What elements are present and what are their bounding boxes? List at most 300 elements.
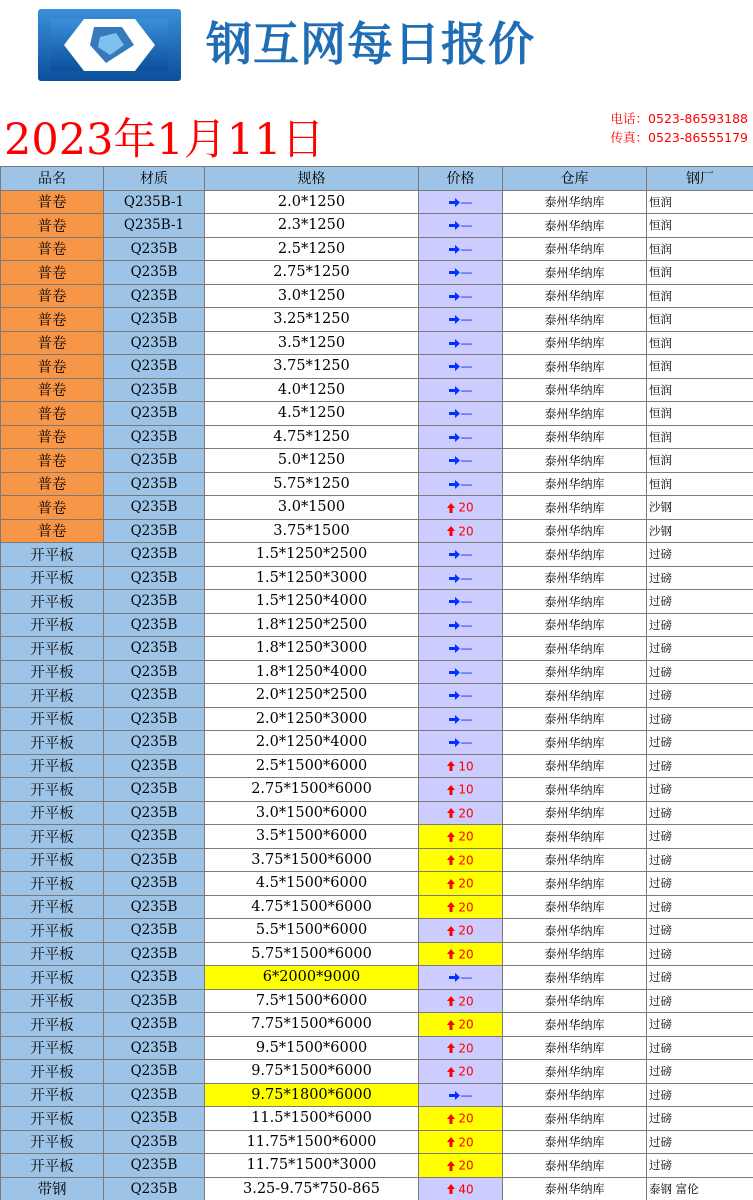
product-name-cell: 普卷 (1, 449, 104, 473)
material-cell: Q235B (104, 1177, 205, 1200)
mill-cell: 过磅 (647, 825, 753, 849)
right-arrow-icon (449, 738, 460, 747)
product-name-cell: 开平板 (1, 613, 104, 637)
up-arrow-icon (447, 1020, 455, 1030)
material-cell: Q235B (104, 660, 205, 684)
mill-cell: 过磅 (647, 778, 753, 802)
material-cell: Q235B (104, 848, 205, 872)
price-cell (419, 543, 503, 567)
table-row (1, 1013, 753, 1037)
product-name-cell: 开平板 (1, 707, 104, 731)
warehouse-cell: 泰州华纳库 (503, 942, 647, 966)
table-row (1, 425, 753, 449)
spec-cell: 1.8*1250*3000 (205, 637, 419, 661)
mill-cell: 过磅 (647, 754, 753, 778)
material-cell: Q235B (104, 261, 205, 285)
table-header-row (1, 167, 753, 191)
spec-cell: 9.75*1500*6000 (205, 1060, 419, 1084)
material-cell: Q235B (104, 872, 205, 896)
material-cell: Q235B (104, 1036, 205, 1060)
price-change-value: — (460, 242, 473, 256)
warehouse-cell: 泰州华纳库 (503, 966, 647, 990)
right-arrow-icon (449, 386, 460, 395)
up-arrow-icon (447, 996, 455, 1006)
product-name-cell: 开平板 (1, 1130, 104, 1154)
product-name-cell: 普卷 (1, 472, 104, 496)
price-change-value: — (460, 665, 473, 679)
price-change-value: — (460, 594, 473, 609)
material-cell: Q235B (104, 308, 205, 332)
price-cell (419, 825, 503, 849)
price-cell (419, 778, 503, 802)
price-cell (419, 402, 503, 426)
warehouse-cell: 泰州华纳库 (503, 731, 647, 755)
right-arrow-icon (449, 245, 460, 254)
brand-title: 钢互网每日报价 (206, 17, 535, 71)
spec-cell: 4.75*1250 (205, 425, 419, 449)
mill-cell: 恒润 (647, 425, 753, 449)
price-change-value: — (460, 289, 473, 303)
up-arrow-icon (447, 879, 455, 889)
table-row (1, 707, 753, 731)
table-row (1, 731, 753, 755)
product-name-cell: 开平板 (1, 684, 104, 708)
up-arrow-icon (447, 1184, 455, 1194)
table-row (1, 919, 753, 943)
column-header-warehouse: 仓库 (503, 167, 647, 191)
table-row (1, 895, 753, 919)
warehouse-cell: 泰州华纳库 (503, 496, 647, 520)
material-cell: Q235B (104, 637, 205, 661)
warehouse-cell: 泰州华纳库 (503, 425, 647, 449)
spec-cell: 7.75*1500*6000 (205, 1013, 419, 1037)
spec-cell: 5.5*1500*6000 (205, 919, 419, 943)
right-arrow-icon (449, 480, 460, 489)
price-change-value: — (460, 430, 473, 444)
warehouse-cell: 泰州华纳库 (503, 449, 647, 473)
price-cell (419, 895, 503, 919)
up-arrow-icon (447, 526, 455, 536)
mill-cell: 恒润 (647, 402, 753, 426)
material-cell: Q235B (104, 378, 205, 402)
column-header-mill: 钢厂 (647, 167, 753, 191)
mill-cell: 过磅 (647, 1130, 753, 1154)
material-cell: Q235B (104, 449, 205, 473)
mill-cell: 过磅 (647, 989, 753, 1013)
price-cell (419, 566, 503, 590)
mill-cell: 过磅 (647, 637, 753, 661)
table-row (1, 848, 753, 872)
price-cell (419, 613, 503, 637)
mill-cell: 过磅 (647, 1060, 753, 1084)
mill-cell: 泰钢 富伦 (647, 1177, 753, 1200)
table-row (1, 966, 753, 990)
mill-cell: 过磅 (647, 1107, 753, 1131)
warehouse-cell: 泰州华纳库 (503, 378, 647, 402)
product-name-cell: 开平板 (1, 848, 104, 872)
mill-cell: 恒润 (647, 190, 753, 214)
spec-cell: 4.5*1250 (205, 402, 419, 426)
table-row (1, 778, 753, 802)
price-change-value: 20 (458, 1135, 474, 1149)
price-cell (419, 1107, 503, 1131)
product-name-cell: 普卷 (1, 190, 104, 214)
price-change-value: — (460, 336, 473, 350)
contact-info (611, 109, 748, 147)
table-row (1, 378, 753, 402)
right-arrow-icon (449, 198, 460, 207)
product-name-cell: 开平板 (1, 731, 104, 755)
warehouse-cell: 泰州华纳库 (503, 1060, 647, 1084)
table-row (1, 660, 753, 684)
right-arrow-icon (449, 315, 460, 324)
spec-cell: 5.75*1500*6000 (205, 942, 419, 966)
product-name-cell: 普卷 (1, 378, 104, 402)
mill-cell: 沙钢 (647, 519, 753, 543)
product-name-cell: 普卷 (1, 214, 104, 238)
spec-cell: 3.75*1250 (205, 355, 419, 379)
mill-cell: 恒润 (647, 214, 753, 238)
price-change-value: 20 (458, 1041, 474, 1055)
material-cell: Q235B (104, 613, 205, 637)
price-change-value: 20 (458, 876, 474, 891)
right-arrow-icon (449, 597, 460, 606)
table-row (1, 1036, 753, 1060)
price-cell (419, 754, 503, 778)
column-header-material: 材质 (104, 167, 205, 191)
right-arrow-icon (449, 268, 460, 277)
product-name-cell: 开平板 (1, 1060, 104, 1084)
price-cell (419, 261, 503, 285)
fax-number: 传真：0523-86555179 (610, 130, 748, 145)
price-change-value: — (460, 970, 473, 985)
table-row (1, 637, 753, 661)
warehouse-cell: 泰州华纳库 (503, 284, 647, 308)
mill-cell: 过磅 (647, 848, 753, 872)
product-name-cell: 普卷 (1, 425, 104, 449)
price-change-value: 20 (458, 524, 474, 538)
price-cell (419, 496, 503, 520)
price-cell (419, 355, 503, 379)
price-cell (419, 801, 503, 825)
product-name-cell: 开平板 (1, 1036, 104, 1060)
price-change-value: 20 (458, 923, 474, 938)
warehouse-cell: 泰州华纳库 (503, 472, 647, 496)
mill-cell: 过磅 (647, 566, 753, 590)
warehouse-cell: 泰州华纳库 (503, 778, 647, 802)
mill-cell: 恒润 (647, 331, 753, 355)
spec-cell: 2.75*1500*6000 (205, 778, 419, 802)
table-row (1, 613, 753, 637)
warehouse-cell: 泰州华纳库 (503, 308, 647, 332)
up-arrow-icon (447, 926, 455, 936)
material-cell: Q235B (104, 919, 205, 943)
spec-cell: 2.5*1500*6000 (205, 754, 419, 778)
warehouse-cell: 泰州华纳库 (503, 660, 647, 684)
material-cell: Q235B (104, 284, 205, 308)
table-row (1, 1107, 753, 1131)
report-date: 2023年1月11日 (4, 115, 325, 165)
price-cell (419, 707, 503, 731)
spec-cell: 2.3*1250 (205, 214, 419, 238)
spec-cell: 3.0*1500*6000 (205, 801, 419, 825)
mill-cell: 过磅 (647, 919, 753, 943)
price-change-value: 20 (458, 900, 474, 914)
price-change-value: 10 (458, 782, 474, 797)
warehouse-cell: 泰州华纳库 (503, 989, 647, 1013)
material-cell: Q235B (104, 543, 205, 567)
material-cell: Q235B (104, 966, 205, 990)
product-name-cell: 开平板 (1, 637, 104, 661)
column-header-price: 价格 (419, 167, 503, 191)
right-arrow-icon (449, 715, 460, 724)
price-change-value: — (460, 477, 473, 491)
right-arrow-icon (449, 339, 460, 348)
right-arrow-icon (449, 550, 460, 559)
mill-cell: 过磅 (647, 801, 753, 825)
price-cell (419, 1060, 503, 1084)
product-name-cell: 开平板 (1, 825, 104, 849)
up-arrow-icon (447, 1043, 455, 1053)
warehouse-cell: 泰州华纳库 (503, 613, 647, 637)
table-row (1, 825, 753, 849)
mill-cell: 过磅 (647, 684, 753, 708)
mill-cell: 过磅 (647, 1154, 753, 1178)
product-name-cell: 普卷 (1, 284, 104, 308)
mill-cell: 恒润 (647, 355, 753, 379)
price-change-value: — (460, 453, 473, 468)
spec-cell: 1.8*1250*4000 (205, 660, 419, 684)
material-cell: Q235B (104, 825, 205, 849)
warehouse-cell: 泰州华纳库 (503, 355, 647, 379)
product-name-cell: 普卷 (1, 496, 104, 520)
up-arrow-icon (447, 808, 455, 818)
table-row (1, 190, 753, 214)
up-arrow-icon (447, 785, 455, 795)
price-cell (419, 1154, 503, 1178)
warehouse-cell: 泰州华纳库 (503, 566, 647, 590)
table-row (1, 355, 753, 379)
price-change-value: 20 (458, 947, 474, 961)
mill-cell: 过磅 (647, 895, 753, 919)
warehouse-cell: 泰州华纳库 (503, 684, 647, 708)
price-change-value: — (460, 618, 473, 632)
table-row (1, 942, 753, 966)
right-arrow-icon (449, 574, 460, 583)
price-cell (419, 331, 503, 355)
spec-cell: 3.5*1500*6000 (205, 825, 419, 849)
product-name-cell: 开平板 (1, 989, 104, 1013)
spec-cell: 11.5*1500*6000 (205, 1107, 419, 1131)
warehouse-cell: 泰州华纳库 (503, 331, 647, 355)
spec-cell: 3.25*1250 (205, 308, 419, 332)
price-table (0, 166, 753, 1200)
warehouse-cell: 泰州华纳库 (503, 872, 647, 896)
spec-cell: 7.5*1500*6000 (205, 989, 419, 1013)
material-cell: Q235B (104, 1154, 205, 1178)
warehouse-cell: 泰州华纳库 (503, 1036, 647, 1060)
material-cell: Q235B (104, 519, 205, 543)
price-cell (419, 731, 503, 755)
spec-cell: 1.5*1250*3000 (205, 566, 419, 590)
warehouse-cell: 泰州华纳库 (503, 848, 647, 872)
mill-cell: 恒润 (647, 378, 753, 402)
spec-cell: 3.75*1500*6000 (205, 848, 419, 872)
spec-cell: 6*2000*9000 (205, 966, 419, 990)
warehouse-cell: 泰州华纳库 (503, 895, 647, 919)
spec-cell: 1.5*1250*4000 (205, 590, 419, 614)
spec-cell: 11.75*1500*3000 (205, 1154, 419, 1178)
mill-cell: 恒润 (647, 449, 753, 473)
table-row (1, 684, 753, 708)
price-cell (419, 190, 503, 214)
product-name-cell: 开平板 (1, 543, 104, 567)
warehouse-cell: 泰州华纳库 (503, 825, 647, 849)
product-name-cell: 开平板 (1, 754, 104, 778)
mill-cell: 恒润 (647, 472, 753, 496)
right-arrow-icon (449, 409, 460, 418)
warehouse-cell: 泰州华纳库 (503, 214, 647, 238)
up-arrow-icon (447, 1114, 455, 1124)
price-change-value: 20 (458, 500, 474, 515)
price-change-value: — (460, 195, 473, 209)
warehouse-cell: 泰州华纳库 (503, 1107, 647, 1131)
price-change-value: — (460, 735, 473, 750)
price-change-value: — (460, 265, 473, 280)
material-cell: Q235B (104, 237, 205, 261)
mill-cell: 过磅 (647, 707, 753, 731)
price-cell (419, 449, 503, 473)
product-name-cell: 开平板 (1, 942, 104, 966)
spec-cell: 2.0*1250*4000 (205, 731, 419, 755)
price-change-value: — (460, 547, 473, 562)
price-cell (419, 848, 503, 872)
price-cell (419, 425, 503, 449)
up-arrow-icon (447, 1067, 455, 1077)
product-name-cell: 开平板 (1, 801, 104, 825)
mill-cell: 过磅 (647, 1013, 753, 1037)
warehouse-cell: 泰州华纳库 (503, 402, 647, 426)
warehouse-cell: 泰州华纳库 (503, 190, 647, 214)
table-row (1, 566, 753, 590)
warehouse-cell: 泰州华纳库 (503, 519, 647, 543)
phone-number: 电话：0523-86593188 (610, 111, 748, 126)
right-arrow-icon (449, 433, 460, 442)
price-change-value: 20 (458, 1111, 474, 1126)
mill-cell: 沙钢 (647, 496, 753, 520)
mill-cell: 恒润 (647, 308, 753, 332)
material-cell: Q235B (104, 801, 205, 825)
price-cell (419, 519, 503, 543)
table-row (1, 331, 753, 355)
product-name-cell: 开平板 (1, 895, 104, 919)
table-row (1, 989, 753, 1013)
spec-cell: 2.0*1250*3000 (205, 707, 419, 731)
price-cell (419, 872, 503, 896)
product-name-cell: 开平板 (1, 872, 104, 896)
price-change-value: 10 (458, 759, 474, 773)
price-cell (419, 284, 503, 308)
price-cell (419, 942, 503, 966)
price-change-value: 20 (458, 1017, 474, 1032)
price-change-value: — (460, 1088, 473, 1102)
up-arrow-icon (447, 832, 455, 842)
up-arrow-icon (447, 761, 455, 771)
material-cell: Q235B (104, 566, 205, 590)
warehouse-cell: 泰州华纳库 (503, 543, 647, 567)
up-arrow-icon (447, 1137, 455, 1147)
table-row (1, 1060, 753, 1084)
price-cell (419, 966, 503, 990)
product-name-cell: 普卷 (1, 402, 104, 426)
mill-cell: 过磅 (647, 613, 753, 637)
price-change-value: — (460, 712, 473, 726)
price-change-value: — (460, 218, 473, 233)
material-cell: Q235B (104, 684, 205, 708)
spec-cell: 2.75*1250 (205, 261, 419, 285)
up-arrow-icon (447, 1161, 455, 1171)
table-row (1, 214, 753, 238)
warehouse-cell: 泰州华纳库 (503, 637, 647, 661)
warehouse-cell: 泰州华纳库 (503, 1083, 647, 1107)
spec-cell: 3.0*1250 (205, 284, 419, 308)
price-change-value: 20 (458, 806, 474, 820)
warehouse-cell: 泰州华纳库 (503, 754, 647, 778)
warehouse-cell: 泰州华纳库 (503, 261, 647, 285)
spec-cell: 11.75*1500*6000 (205, 1130, 419, 1154)
table-row (1, 1083, 753, 1107)
material-cell: Q235B (104, 895, 205, 919)
material-cell: Q235B (104, 942, 205, 966)
price-change-value: — (460, 641, 473, 656)
right-arrow-icon (449, 292, 460, 301)
material-cell: Q235B (104, 1013, 205, 1037)
price-cell (419, 308, 503, 332)
price-cell (419, 1013, 503, 1037)
price-change-value: — (460, 359, 473, 374)
material-cell: Q235B (104, 472, 205, 496)
product-name-cell: 开平板 (1, 1154, 104, 1178)
table-row (1, 284, 753, 308)
right-arrow-icon (449, 456, 460, 465)
material-cell: Q235B (104, 707, 205, 731)
mill-cell: 恒润 (647, 261, 753, 285)
material-cell: Q235B (104, 402, 205, 426)
up-arrow-icon (447, 503, 455, 513)
mill-cell: 过磅 (647, 942, 753, 966)
mill-cell: 过磅 (647, 590, 753, 614)
price-cell (419, 1177, 503, 1200)
material-cell: Q235B (104, 1060, 205, 1084)
mill-cell: 恒润 (647, 237, 753, 261)
spec-cell: 9.5*1500*6000 (205, 1036, 419, 1060)
price-change-value: 20 (458, 853, 474, 867)
price-change-value: 20 (458, 829, 474, 844)
material-cell: Q235B (104, 754, 205, 778)
up-arrow-icon (447, 855, 455, 865)
product-name-cell: 普卷 (1, 261, 104, 285)
warehouse-cell: 泰州华纳库 (503, 1154, 647, 1178)
price-change-value: 40 (458, 1182, 474, 1196)
table-row (1, 1177, 753, 1200)
right-arrow-icon (449, 973, 460, 982)
table-row (1, 754, 753, 778)
spec-cell: 5.0*1250 (205, 449, 419, 473)
product-name-cell: 普卷 (1, 331, 104, 355)
spec-cell: 3.5*1250 (205, 331, 419, 355)
spec-cell: 1.8*1250*2500 (205, 613, 419, 637)
warehouse-cell: 泰州华纳库 (503, 1177, 647, 1200)
